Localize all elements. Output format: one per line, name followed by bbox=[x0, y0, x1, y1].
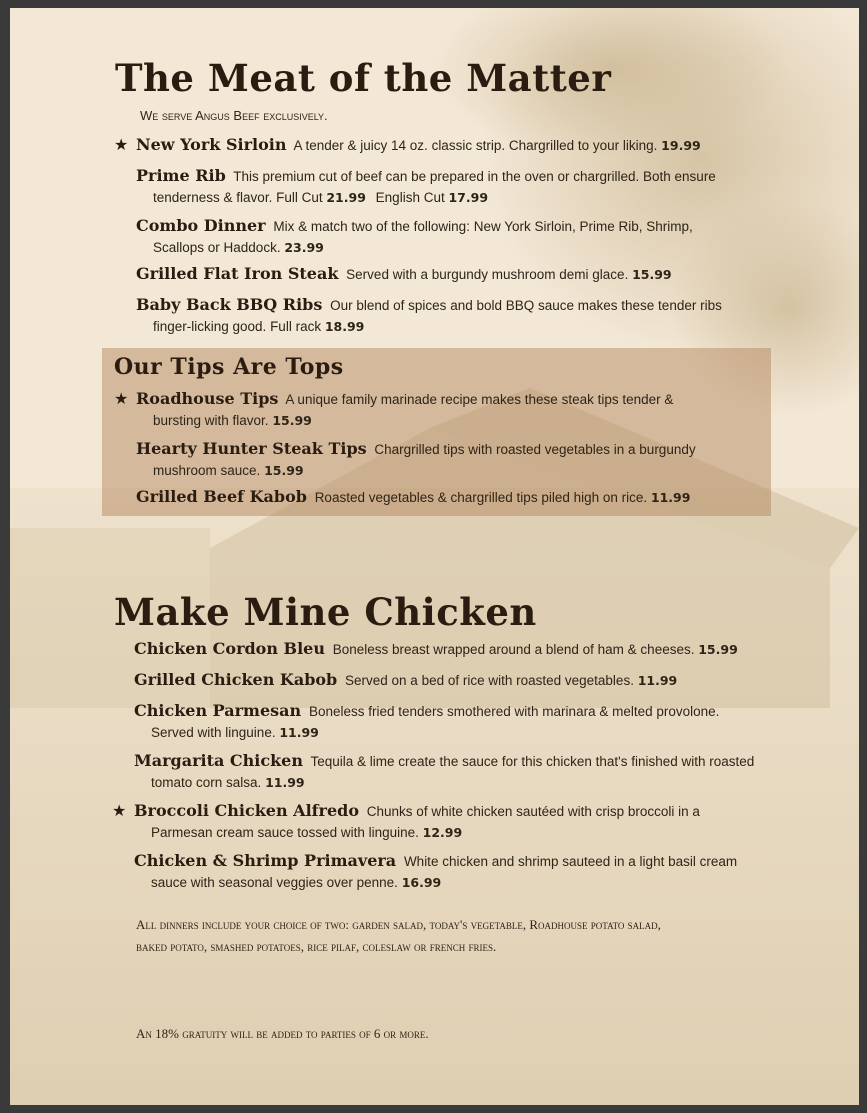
item-price: 15.99 bbox=[272, 413, 312, 428]
item-description-cont: Parmesan cream sauce tossed with linguine. bbox=[151, 825, 419, 840]
item-description: Served on a bed of rice with roasted vegetables. bbox=[345, 673, 634, 688]
item-price: 15.99 bbox=[698, 642, 738, 657]
menu-item-flat-iron-steak bbox=[136, 263, 796, 285]
item-price: 19.99 bbox=[661, 138, 701, 153]
item-name: New York Sirloin bbox=[136, 135, 287, 154]
item-description: Roasted vegetables & chargrilled tips piled high on rice. bbox=[314, 490, 648, 505]
item-description-cont: sauce with seasonal veggies over penne. bbox=[151, 875, 398, 890]
item-description-cont: bursting with flavor. bbox=[153, 413, 269, 428]
item-name: Chicken & Shrimp Primavera bbox=[134, 851, 397, 870]
section-title-tips: Our Tips Are Tops bbox=[114, 354, 344, 380]
menu-item-cordon-bleu bbox=[134, 638, 814, 660]
item-price: 15.99 bbox=[632, 267, 672, 282]
item-name: Grilled Chicken Kabob bbox=[134, 670, 338, 689]
menu-item-new-york-sirloin bbox=[136, 134, 796, 156]
item-description: White chicken and shrimp sauteed in a light basil cream bbox=[403, 854, 738, 869]
menu-item-combo-dinner bbox=[136, 215, 796, 258]
item-description: A tender & juicy 14 oz. classic strip. Chargrilled to your liking. bbox=[293, 138, 658, 153]
item-description: Served with a burgundy mushroom demi glace. bbox=[346, 267, 629, 282]
item-description: A unique family marinade recipe makes these steak tips tender & bbox=[285, 392, 674, 407]
item-price: 11.99 bbox=[279, 725, 319, 740]
item-description-cont: mushroom sauce. bbox=[153, 463, 261, 478]
item-description-cont: Served with linguine. bbox=[151, 725, 276, 740]
item-description: Chargrilled tips with roasted vegetables in a burgundy bbox=[374, 442, 696, 457]
item-name: Prime Rib bbox=[136, 166, 226, 185]
gratuity-note: An 18% gratuity will be added to parties of 6 or more. bbox=[136, 1026, 429, 1041]
item-name: Hearty Hunter Steak Tips bbox=[136, 439, 367, 458]
item-name: Broccoli Chicken Alfredo bbox=[134, 801, 360, 820]
item-price: 12.99 bbox=[422, 825, 463, 840]
section-subtitle-angus: We serve Angus Beef exclusively. bbox=[140, 108, 328, 123]
menu-item-hunter-steak-tips bbox=[136, 438, 766, 481]
menu-item-broccoli-chicken-alfredo bbox=[134, 800, 814, 843]
item-description-cont: tenderness & flavor. Full Cut bbox=[153, 190, 323, 205]
item-price: 18.99 bbox=[324, 319, 365, 334]
item-name: Margarita Chicken bbox=[134, 751, 303, 770]
item-name: Chicken Cordon Bleu bbox=[134, 639, 325, 658]
item-name: Roadhouse Tips bbox=[136, 389, 279, 408]
item-name: Chicken Parmesan bbox=[134, 701, 302, 720]
menu-item-prime-rib bbox=[136, 165, 796, 208]
item-description: This premium cut of beef can be prepared in the oven or chargrilled. Both ensure bbox=[233, 169, 716, 184]
menu-item-chicken-parmesan bbox=[134, 700, 814, 743]
item-price: 16.99 bbox=[401, 875, 442, 890]
menu-item-shrimp-primavera bbox=[134, 850, 814, 893]
sides-note bbox=[136, 914, 836, 958]
menu-item-roadhouse-tips bbox=[136, 388, 766, 431]
item-cut-label: English Cut bbox=[375, 190, 445, 205]
item-name: Grilled Flat Iron Steak bbox=[136, 264, 339, 283]
section-title-chicken: Make Mine Chicken bbox=[114, 590, 537, 634]
star-icon: ★ bbox=[112, 801, 127, 820]
item-description: Mix & match two of the following: New York Sirloin, Prime Rib, Shrimp, bbox=[273, 219, 693, 234]
item-price-2: 17.99 bbox=[448, 190, 489, 205]
item-description: Tequila & lime create the sauce for this chicken that's finished with roasted bbox=[310, 754, 755, 769]
item-price: 11.99 bbox=[650, 490, 691, 505]
section-title-meat: The Meat of the Matter bbox=[115, 56, 612, 100]
item-price: 11.99 bbox=[637, 673, 678, 688]
item-description: Chunks of white chicken sautéed with crisp broccoli in a bbox=[366, 804, 700, 819]
sides-note-line-2: baked potato, smashed potatoes, rice pilaf, coleslaw or french fries. bbox=[136, 939, 497, 954]
menu-item-chicken-kabob bbox=[134, 669, 814, 691]
item-description-cont: finger-licking good. Full rack bbox=[153, 319, 322, 334]
item-price: 21.99 bbox=[326, 190, 366, 205]
item-description-cont: Scallops or Haddock. bbox=[153, 240, 281, 255]
item-price: 23.99 bbox=[284, 240, 324, 255]
menu-item-margarita-chicken bbox=[134, 750, 814, 793]
item-description: Boneless fried tenders smothered with marinara & melted provolone. bbox=[308, 704, 720, 719]
item-description-cont: tomato corn salsa. bbox=[151, 775, 262, 790]
star-icon: ★ bbox=[114, 135, 129, 154]
item-name: Grilled Beef Kabob bbox=[136, 487, 307, 506]
item-name: Combo Dinner bbox=[136, 216, 266, 235]
item-description: Boneless breast wrapped around a blend of ham & cheeses. bbox=[332, 642, 695, 657]
menu-item-beef-kabob bbox=[136, 486, 776, 508]
item-price: 11.99 bbox=[265, 775, 305, 790]
item-description: Our blend of spices and bold BBQ sauce makes these tender ribs bbox=[330, 298, 722, 313]
menu-page bbox=[10, 8, 859, 1105]
star-icon: ★ bbox=[114, 389, 129, 408]
item-price: 15.99 bbox=[264, 463, 304, 478]
menu-item-bbq-ribs bbox=[136, 294, 796, 337]
item-name: Baby Back BBQ Ribs bbox=[136, 295, 323, 314]
sides-note-line-1: All dinners include your choice of two: garden salad, today's vegetable, Roadhouse potato salad, bbox=[136, 917, 661, 932]
